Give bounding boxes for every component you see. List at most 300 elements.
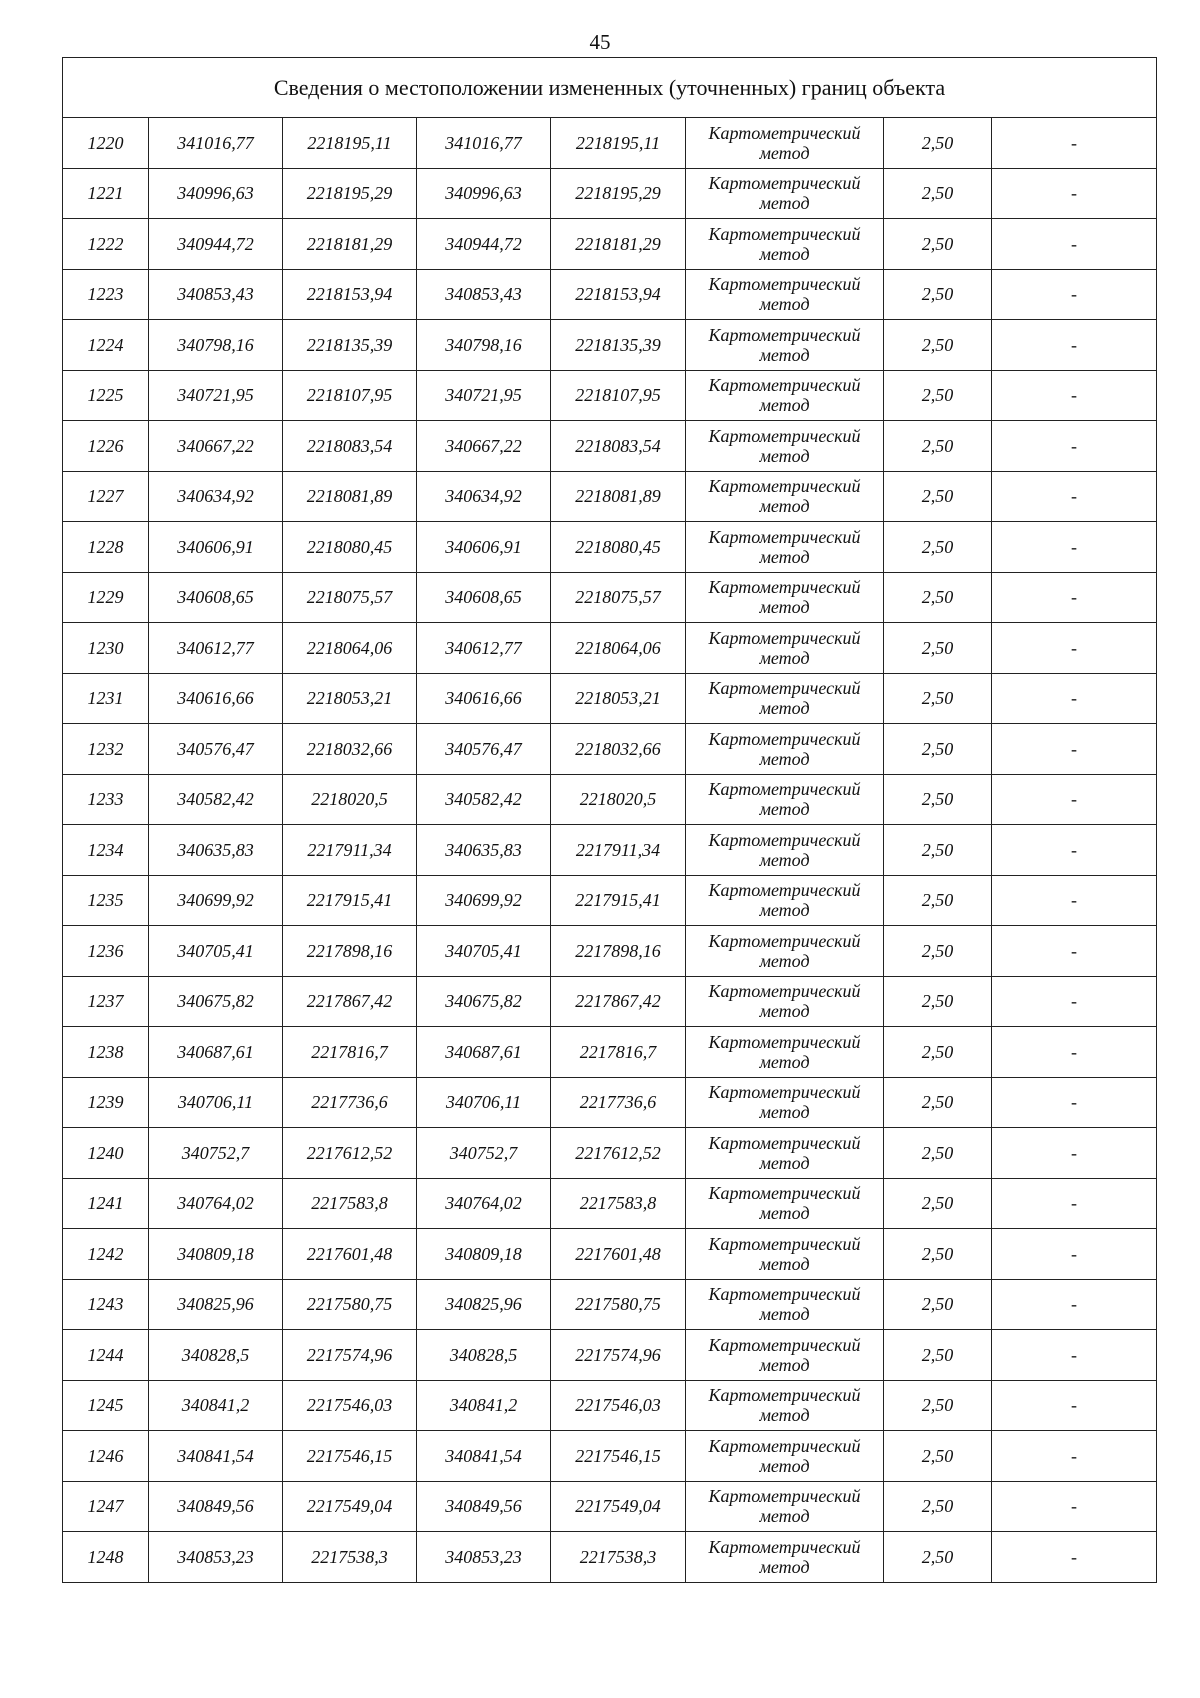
note-cell: - — [992, 219, 1157, 270]
method-line-2: метод — [759, 243, 810, 264]
existing-y-cell: 2218135,39 — [283, 320, 417, 371]
existing-x-cell: 340752,7 — [149, 1128, 283, 1179]
method-cell — [686, 572, 884, 623]
refined-y-cell: 2217612,52 — [551, 1128, 686, 1179]
note-cell: - — [992, 774, 1157, 825]
refined-y-cell: 2218064,06 — [551, 623, 686, 674]
table-row — [63, 1027, 1157, 1078]
refined-x-cell: 340841,2 — [417, 1380, 551, 1431]
point-number-cell: 1236 — [63, 926, 149, 977]
note-cell: - — [992, 673, 1157, 724]
method-cell — [686, 673, 884, 724]
note-cell: - — [992, 572, 1157, 623]
method-line-1: Картометрический — [708, 476, 861, 497]
method-line-2: метод — [759, 193, 810, 214]
method-cell — [686, 219, 884, 270]
method-line-2: метод — [759, 597, 810, 618]
point-number-cell: 1247 — [63, 1481, 149, 1532]
refined-y-cell: 2217736,6 — [551, 1077, 686, 1128]
method-line-1: Картометрический — [708, 1284, 861, 1305]
note-cell: - — [992, 1330, 1157, 1381]
method-cell — [686, 1178, 884, 1229]
refined-y-cell: 2217538,3 — [551, 1532, 686, 1583]
existing-x-cell: 340798,16 — [149, 320, 283, 371]
existing-x-cell: 340944,72 — [149, 219, 283, 270]
method-line-2: метод — [759, 142, 810, 163]
note-cell: - — [992, 1027, 1157, 1078]
accuracy-cell: 2,50 — [884, 370, 992, 421]
method-line-1: Картометрический — [708, 223, 861, 244]
method-cell — [686, 875, 884, 926]
accuracy-cell: 2,50 — [884, 1431, 992, 1482]
existing-x-cell: 340825,96 — [149, 1279, 283, 1330]
table-row — [63, 1279, 1157, 1330]
point-number-cell: 1237 — [63, 976, 149, 1027]
accuracy-cell: 2,50 — [884, 724, 992, 775]
existing-y-cell: 2217601,48 — [283, 1229, 417, 1280]
refined-x-cell: 340675,82 — [417, 976, 551, 1027]
method-line-2: метод — [759, 344, 810, 365]
note-cell: - — [992, 522, 1157, 573]
existing-y-cell: 2218195,29 — [283, 168, 417, 219]
accuracy-cell: 2,50 — [884, 1380, 992, 1431]
method-line-2: метод — [759, 1455, 810, 1476]
refined-x-cell: 340849,56 — [417, 1481, 551, 1532]
existing-y-cell: 2218053,21 — [283, 673, 417, 724]
accuracy-cell: 2,50 — [884, 168, 992, 219]
accuracy-cell: 2,50 — [884, 118, 992, 169]
existing-x-cell: 340849,56 — [149, 1481, 283, 1532]
refined-y-cell: 2218075,57 — [551, 572, 686, 623]
table-row — [63, 118, 1157, 169]
refined-x-cell: 340798,16 — [417, 320, 551, 371]
method-cell — [686, 1330, 884, 1381]
refined-x-cell: 340853,43 — [417, 269, 551, 320]
method-cell — [686, 471, 884, 522]
existing-x-cell: 340841,2 — [149, 1380, 283, 1431]
refined-y-cell: 2218153,94 — [551, 269, 686, 320]
table-body — [63, 58, 1157, 1583]
table-row — [63, 1532, 1157, 1583]
existing-x-cell: 340699,92 — [149, 875, 283, 926]
note-cell: - — [992, 1481, 1157, 1532]
point-number-cell: 1245 — [63, 1380, 149, 1431]
refined-x-cell: 340809,18 — [417, 1229, 551, 1280]
existing-x-cell: 340576,47 — [149, 724, 283, 775]
page-number: 45 — [589, 30, 611, 54]
refined-x-cell: 340667,22 — [417, 421, 551, 472]
method-line-2: метод — [759, 1405, 810, 1426]
method-cell — [686, 1128, 884, 1179]
point-number-cell: 1228 — [63, 522, 149, 573]
method-cell — [686, 724, 884, 775]
refined-y-cell: 2217898,16 — [551, 926, 686, 977]
existing-y-cell: 2217583,8 — [283, 1178, 417, 1229]
method-cell — [686, 926, 884, 977]
method-line-1: Картометрический — [708, 1031, 861, 1052]
method-cell — [686, 1431, 884, 1482]
accuracy-cell: 2,50 — [884, 926, 992, 977]
method-line-2: метод — [759, 496, 810, 517]
table-row — [63, 1481, 1157, 1532]
method-line-1: Картометрический — [708, 1082, 861, 1103]
method-line-1: Картометрический — [708, 1385, 861, 1406]
point-number-cell: 1242 — [63, 1229, 149, 1280]
refined-y-cell: 2217601,48 — [551, 1229, 686, 1280]
point-number-cell: 1233 — [63, 774, 149, 825]
note-cell: - — [992, 320, 1157, 371]
accuracy-cell: 2,50 — [884, 1178, 992, 1229]
table-row — [63, 269, 1157, 320]
method-line-1: Картометрический — [708, 1435, 861, 1456]
refined-y-cell: 2218081,89 — [551, 471, 686, 522]
existing-x-cell: 341016,77 — [149, 118, 283, 169]
refined-x-cell: 340705,41 — [417, 926, 551, 977]
method-cell — [686, 1229, 884, 1280]
accuracy-cell: 2,50 — [884, 1229, 992, 1280]
existing-y-cell: 2218032,66 — [283, 724, 417, 775]
accuracy-cell: 2,50 — [884, 1077, 992, 1128]
existing-y-cell: 2218080,45 — [283, 522, 417, 573]
accuracy-cell: 2,50 — [884, 522, 992, 573]
method-line-1: Картометрический — [708, 627, 861, 648]
point-number-cell: 1221 — [63, 168, 149, 219]
existing-y-cell: 2217549,04 — [283, 1481, 417, 1532]
existing-x-cell: 340809,18 — [149, 1229, 283, 1280]
point-number-cell: 1220 — [63, 118, 149, 169]
refined-y-cell: 2218053,21 — [551, 673, 686, 724]
table-title: Сведения о местоположении измененных (уточненных) границ объекта — [63, 58, 1157, 118]
existing-x-cell: 340606,91 — [149, 522, 283, 573]
method-line-1: Картометрический — [708, 526, 861, 547]
method-line-1: Картометрический — [708, 425, 861, 446]
existing-y-cell: 2218195,11 — [283, 118, 417, 169]
point-number-cell: 1243 — [63, 1279, 149, 1330]
method-line-1: Картометрический — [708, 829, 861, 850]
existing-x-cell: 340706,11 — [149, 1077, 283, 1128]
point-number-cell: 1235 — [63, 875, 149, 926]
existing-y-cell: 2217911,34 — [283, 825, 417, 876]
existing-x-cell: 340828,5 — [149, 1330, 283, 1381]
refined-x-cell: 340764,02 — [417, 1178, 551, 1229]
table-row — [63, 522, 1157, 573]
accuracy-cell: 2,50 — [884, 1481, 992, 1532]
table-row — [63, 875, 1157, 926]
existing-y-cell: 2218081,89 — [283, 471, 417, 522]
note-cell: - — [992, 118, 1157, 169]
method-line-1: Картометрический — [708, 577, 861, 598]
method-line-1: Картометрический — [708, 930, 861, 951]
refined-y-cell: 2217546,03 — [551, 1380, 686, 1431]
existing-x-cell: 340996,63 — [149, 168, 283, 219]
refined-y-cell: 2218107,95 — [551, 370, 686, 421]
method-cell — [686, 623, 884, 674]
method-line-1: Картометрический — [708, 1233, 861, 1254]
refined-x-cell: 340996,63 — [417, 168, 551, 219]
method-cell — [686, 522, 884, 573]
table-row — [63, 673, 1157, 724]
table-row — [63, 168, 1157, 219]
point-number-cell: 1232 — [63, 724, 149, 775]
method-line-1: Картометрический — [708, 678, 861, 699]
existing-x-cell: 340612,77 — [149, 623, 283, 674]
method-cell — [686, 1532, 884, 1583]
existing-y-cell: 2217898,16 — [283, 926, 417, 977]
refined-x-cell: 340612,77 — [417, 623, 551, 674]
existing-y-cell: 2218181,29 — [283, 219, 417, 270]
existing-x-cell: 340841,54 — [149, 1431, 283, 1482]
method-line-2: метод — [759, 1556, 810, 1577]
method-line-2: метод — [759, 1102, 810, 1123]
method-line-2: метод — [759, 849, 810, 870]
table-row — [63, 724, 1157, 775]
method-line-1: Картометрический — [708, 1183, 861, 1204]
method-cell — [686, 1077, 884, 1128]
refined-x-cell: 340944,72 — [417, 219, 551, 270]
existing-y-cell: 2217867,42 — [283, 976, 417, 1027]
method-line-2: метод — [759, 294, 810, 315]
refined-x-cell: 340841,54 — [417, 1431, 551, 1482]
method-line-2: метод — [759, 748, 810, 769]
method-line-1: Картометрический — [708, 880, 861, 901]
refined-y-cell: 2218135,39 — [551, 320, 686, 371]
accuracy-cell: 2,50 — [884, 825, 992, 876]
existing-y-cell: 2217915,41 — [283, 875, 417, 926]
point-number-cell: 1226 — [63, 421, 149, 472]
method-line-2: метод — [759, 647, 810, 668]
table-row — [63, 623, 1157, 674]
refined-x-cell: 340576,47 — [417, 724, 551, 775]
method-cell — [686, 269, 884, 320]
method-cell — [686, 976, 884, 1027]
refined-y-cell: 2218020,5 — [551, 774, 686, 825]
accuracy-cell: 2,50 — [884, 219, 992, 270]
method-cell — [686, 118, 884, 169]
existing-y-cell: 2217736,6 — [283, 1077, 417, 1128]
refined-y-cell: 2217867,42 — [551, 976, 686, 1027]
point-number-cell: 1223 — [63, 269, 149, 320]
note-cell: - — [992, 724, 1157, 775]
method-cell — [686, 1481, 884, 1532]
table-row — [63, 1431, 1157, 1482]
point-number-cell: 1246 — [63, 1431, 149, 1482]
accuracy-cell: 2,50 — [884, 421, 992, 472]
note-cell: - — [992, 1229, 1157, 1280]
refined-x-cell: 340582,42 — [417, 774, 551, 825]
method-line-1: Картометрический — [708, 274, 861, 295]
refined-y-cell: 2217546,15 — [551, 1431, 686, 1482]
table-row — [63, 825, 1157, 876]
existing-y-cell: 2217546,03 — [283, 1380, 417, 1431]
refined-y-cell: 2217915,41 — [551, 875, 686, 926]
table-row — [63, 572, 1157, 623]
table-row — [63, 1077, 1157, 1128]
existing-y-cell: 2218153,94 — [283, 269, 417, 320]
accuracy-cell: 2,50 — [884, 572, 992, 623]
refined-y-cell: 2217816,7 — [551, 1027, 686, 1078]
refined-x-cell: 340752,7 — [417, 1128, 551, 1179]
method-cell — [686, 370, 884, 421]
point-number-cell: 1230 — [63, 623, 149, 674]
method-line-2: метод — [759, 698, 810, 719]
method-line-1: Картометрический — [708, 728, 861, 749]
note-cell: - — [992, 1532, 1157, 1583]
accuracy-cell: 2,50 — [884, 976, 992, 1027]
method-line-2: метод — [759, 1152, 810, 1173]
existing-y-cell: 2217538,3 — [283, 1532, 417, 1583]
refined-y-cell: 2218195,29 — [551, 168, 686, 219]
method-line-2: метод — [759, 900, 810, 921]
existing-y-cell: 2217546,15 — [283, 1431, 417, 1482]
table-row — [63, 1330, 1157, 1381]
existing-x-cell: 340764,02 — [149, 1178, 283, 1229]
method-line-1: Картометрический — [708, 122, 861, 143]
note-cell: - — [992, 471, 1157, 522]
refined-x-cell: 340635,83 — [417, 825, 551, 876]
method-line-1: Картометрический — [708, 779, 861, 800]
note-cell: - — [992, 1431, 1157, 1482]
refined-x-cell: 340853,23 — [417, 1532, 551, 1583]
refined-x-cell: 340606,91 — [417, 522, 551, 573]
table-row — [63, 1380, 1157, 1431]
method-line-2: метод — [759, 395, 810, 416]
point-number-cell: 1224 — [63, 320, 149, 371]
table-title-row — [63, 58, 1157, 118]
refined-y-cell: 2217911,34 — [551, 825, 686, 876]
existing-x-cell: 340705,41 — [149, 926, 283, 977]
refined-y-cell: 2217583,8 — [551, 1178, 686, 1229]
accuracy-cell: 2,50 — [884, 1027, 992, 1078]
existing-x-cell: 340721,95 — [149, 370, 283, 421]
existing-y-cell: 2218075,57 — [283, 572, 417, 623]
accuracy-cell: 2,50 — [884, 1279, 992, 1330]
accuracy-cell: 2,50 — [884, 875, 992, 926]
table-row — [63, 219, 1157, 270]
existing-x-cell: 340616,66 — [149, 673, 283, 724]
note-cell: - — [992, 1077, 1157, 1128]
method-cell — [686, 825, 884, 876]
method-line-1: Картометрический — [708, 1486, 861, 1507]
note-cell: - — [992, 1128, 1157, 1179]
method-cell — [686, 774, 884, 825]
method-cell — [686, 168, 884, 219]
method-line-1: Картометрический — [708, 981, 861, 1002]
accuracy-cell: 2,50 — [884, 1532, 992, 1583]
table-row — [63, 320, 1157, 371]
existing-x-cell: 340853,43 — [149, 269, 283, 320]
refined-y-cell: 2218181,29 — [551, 219, 686, 270]
existing-y-cell: 2218083,54 — [283, 421, 417, 472]
point-number-cell: 1241 — [63, 1178, 149, 1229]
point-number-cell: 1240 — [63, 1128, 149, 1179]
table-row — [63, 1178, 1157, 1229]
existing-x-cell: 340675,82 — [149, 976, 283, 1027]
method-cell — [686, 1279, 884, 1330]
method-cell — [686, 1380, 884, 1431]
method-line-1: Картометрический — [708, 375, 861, 396]
table-row — [63, 1128, 1157, 1179]
table-row — [63, 1229, 1157, 1280]
point-number-cell: 1239 — [63, 1077, 149, 1128]
note-cell: - — [992, 1380, 1157, 1431]
table-row — [63, 774, 1157, 825]
point-number-cell: 1248 — [63, 1532, 149, 1583]
existing-y-cell: 2217574,96 — [283, 1330, 417, 1381]
refined-x-cell: 340825,96 — [417, 1279, 551, 1330]
method-line-2: метод — [759, 1506, 810, 1527]
note-cell: - — [992, 825, 1157, 876]
point-number-cell: 1225 — [63, 370, 149, 421]
method-line-2: метод — [759, 1354, 810, 1375]
accuracy-cell: 2,50 — [884, 471, 992, 522]
accuracy-cell: 2,50 — [884, 1128, 992, 1179]
existing-x-cell: 340635,83 — [149, 825, 283, 876]
point-number-cell: 1234 — [63, 825, 149, 876]
method-line-2: метод — [759, 1203, 810, 1224]
refined-y-cell: 2218032,66 — [551, 724, 686, 775]
refined-x-cell: 340616,66 — [417, 673, 551, 724]
method-line-2: метод — [759, 445, 810, 466]
table-row — [63, 421, 1157, 472]
accuracy-cell: 2,50 — [884, 1330, 992, 1381]
note-cell: - — [992, 976, 1157, 1027]
refined-x-cell: 341016,77 — [417, 118, 551, 169]
method-line-2: метод — [759, 1001, 810, 1022]
method-line-2: метод — [759, 1304, 810, 1325]
existing-y-cell: 2217580,75 — [283, 1279, 417, 1330]
refined-y-cell: 2217574,96 — [551, 1330, 686, 1381]
existing-y-cell: 2218064,06 — [283, 623, 417, 674]
refined-x-cell: 340608,65 — [417, 572, 551, 623]
refined-y-cell: 2217549,04 — [551, 1481, 686, 1532]
note-cell: - — [992, 370, 1157, 421]
method-line-1: Картометрический — [708, 324, 861, 345]
refined-x-cell: 340706,11 — [417, 1077, 551, 1128]
table-row — [63, 471, 1157, 522]
note-cell: - — [992, 1178, 1157, 1229]
point-number-cell: 1227 — [63, 471, 149, 522]
existing-y-cell: 2218107,95 — [283, 370, 417, 421]
existing-x-cell: 340582,42 — [149, 774, 283, 825]
refined-x-cell: 340687,61 — [417, 1027, 551, 1078]
note-cell: - — [992, 623, 1157, 674]
note-cell: - — [992, 1279, 1157, 1330]
accuracy-cell: 2,50 — [884, 623, 992, 674]
method-line-2: метод — [759, 546, 810, 567]
refined-x-cell: 340721,95 — [417, 370, 551, 421]
accuracy-cell: 2,50 — [884, 320, 992, 371]
existing-y-cell: 2217816,7 — [283, 1027, 417, 1078]
point-number-cell: 1231 — [63, 673, 149, 724]
existing-x-cell: 340687,61 — [149, 1027, 283, 1078]
refined-y-cell: 2217580,75 — [551, 1279, 686, 1330]
method-line-1: Картометрический — [708, 1334, 861, 1355]
method-line-1: Картометрический — [708, 173, 861, 194]
point-number-cell: 1222 — [63, 219, 149, 270]
refined-y-cell: 2218083,54 — [551, 421, 686, 472]
method-line-2: метод — [759, 1051, 810, 1072]
point-number-cell: 1238 — [63, 1027, 149, 1078]
accuracy-cell: 2,50 — [884, 269, 992, 320]
existing-x-cell: 340853,23 — [149, 1532, 283, 1583]
existing-y-cell: 2218020,5 — [283, 774, 417, 825]
refined-y-cell: 2218080,45 — [551, 522, 686, 573]
table-row — [63, 370, 1157, 421]
existing-x-cell: 340667,22 — [149, 421, 283, 472]
method-line-2: метод — [759, 799, 810, 820]
boundary-coordinates-table — [62, 57, 1157, 1583]
point-number-cell: 1229 — [63, 572, 149, 623]
